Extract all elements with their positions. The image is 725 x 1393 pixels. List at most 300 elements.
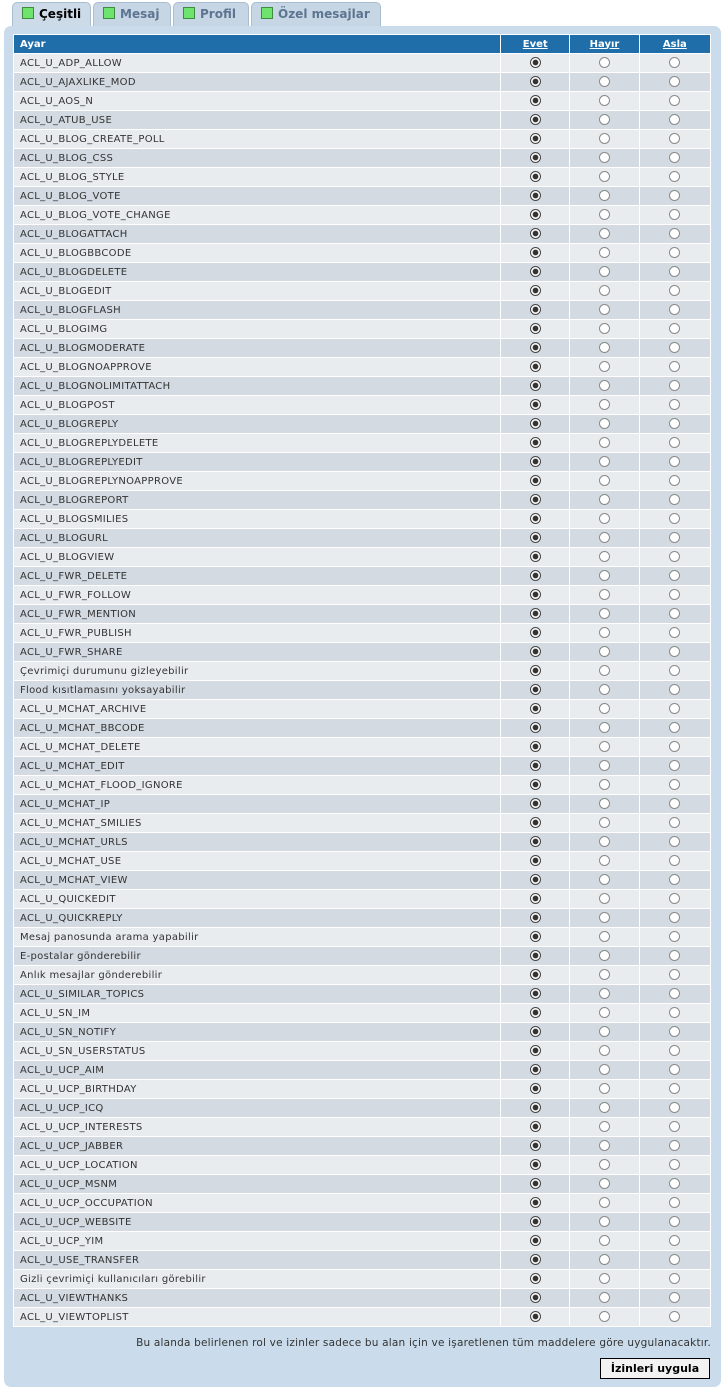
- radio-no[interactable]: [599, 1292, 610, 1303]
- table-row: [14, 966, 710, 984]
- radio-never[interactable]: [669, 665, 680, 676]
- radio-no[interactable]: [599, 1254, 610, 1265]
- radio-cell-never: [640, 396, 710, 414]
- radio-yes[interactable]: [530, 722, 541, 733]
- radio-never[interactable]: [669, 95, 680, 106]
- radio-yes[interactable]: [530, 247, 541, 258]
- radio-no[interactable]: [599, 950, 610, 961]
- radio-cell-yes: [501, 168, 569, 186]
- radio-yes[interactable]: [530, 1045, 541, 1056]
- radio-cell-never: [640, 339, 710, 357]
- radio-never[interactable]: [669, 133, 680, 144]
- table-row: [14, 1080, 710, 1098]
- radio-never[interactable]: [669, 608, 680, 619]
- table-row: [14, 1213, 710, 1231]
- radio-no[interactable]: [599, 475, 610, 486]
- radio-yes[interactable]: [530, 1083, 541, 1094]
- radio-cell-never: [640, 624, 710, 642]
- radio-cell-never: [640, 1118, 710, 1136]
- permission-name: ACL_U_UCP_ICQ: [14, 1099, 500, 1117]
- radio-never[interactable]: [669, 969, 680, 980]
- radio-yes[interactable]: [530, 171, 541, 182]
- radio-cell-no: [570, 339, 638, 357]
- radio-never[interactable]: [669, 1311, 680, 1322]
- radio-never[interactable]: [669, 1235, 680, 1246]
- radio-yes[interactable]: [530, 456, 541, 467]
- radio-no[interactable]: [599, 114, 610, 125]
- radio-yes[interactable]: [530, 627, 541, 638]
- radio-no[interactable]: [599, 912, 610, 923]
- radio-cell-no: [570, 1289, 638, 1307]
- radio-never[interactable]: [669, 627, 680, 638]
- radio-yes[interactable]: [530, 1216, 541, 1227]
- radio-never[interactable]: [669, 779, 680, 790]
- radio-yes[interactable]: [530, 399, 541, 410]
- radio-never[interactable]: [669, 1292, 680, 1303]
- radio-no[interactable]: [599, 1102, 610, 1113]
- radio-no[interactable]: [599, 228, 610, 239]
- radio-yes[interactable]: [530, 1026, 541, 1037]
- radio-yes[interactable]: [530, 874, 541, 885]
- radio-never[interactable]: [669, 1216, 680, 1227]
- radio-cell-never: [640, 1023, 710, 1041]
- table-row: [14, 491, 710, 509]
- radio-never[interactable]: [669, 1197, 680, 1208]
- radio-yes[interactable]: [530, 893, 541, 904]
- table-row: [14, 890, 710, 908]
- radio-never[interactable]: [669, 57, 680, 68]
- radio-no[interactable]: [599, 893, 610, 904]
- radio-yes[interactable]: [530, 437, 541, 448]
- radio-yes[interactable]: [530, 760, 541, 771]
- radio-never[interactable]: [669, 1102, 680, 1113]
- radio-cell-never: [640, 852, 710, 870]
- permission-name: ACL_U_BLOGREPLYNOAPPROVE: [14, 472, 500, 490]
- radio-cell-never: [640, 586, 710, 604]
- column-header-no[interactable]: Hayır: [570, 35, 638, 53]
- permission-name: ACL_U_MCHAT_VIEW: [14, 871, 500, 889]
- radio-never[interactable]: [669, 513, 680, 524]
- table-row: [14, 833, 710, 851]
- radio-yes[interactable]: [530, 475, 541, 486]
- radio-no[interactable]: [599, 551, 610, 562]
- radio-no[interactable]: [599, 608, 610, 619]
- radio-yes[interactable]: [530, 304, 541, 315]
- radio-cell-never: [640, 1042, 710, 1060]
- radio-never[interactable]: [669, 722, 680, 733]
- permission-name: E-postalar gönderebilir: [14, 947, 500, 965]
- radio-cell-yes: [501, 1099, 569, 1117]
- radio-cell-yes: [501, 719, 569, 737]
- radio-cell-no: [570, 282, 638, 300]
- radio-no[interactable]: [599, 722, 610, 733]
- radio-never[interactable]: [669, 988, 680, 999]
- radio-cell-yes: [501, 643, 569, 661]
- radio-never[interactable]: [669, 1254, 680, 1265]
- radio-cell-no: [570, 833, 638, 851]
- radio-yes[interactable]: [530, 95, 541, 106]
- radio-never[interactable]: [669, 494, 680, 505]
- radio-no[interactable]: [599, 570, 610, 581]
- radio-no[interactable]: [599, 836, 610, 847]
- permission-name: ACL_U_BLOGMODERATE: [14, 339, 500, 357]
- radio-yes[interactable]: [530, 684, 541, 695]
- radio-no[interactable]: [599, 380, 610, 391]
- radio-cell-no: [570, 814, 638, 832]
- radio-yes[interactable]: [530, 323, 541, 334]
- radio-cell-never: [640, 1289, 710, 1307]
- radio-yes[interactable]: [530, 57, 541, 68]
- permission-name: Flood kısıtlamasını yoksayabilir: [14, 681, 500, 699]
- radio-never[interactable]: [669, 570, 680, 581]
- radio-yes[interactable]: [530, 1121, 541, 1132]
- radio-never[interactable]: [669, 323, 680, 334]
- radio-no[interactable]: [599, 988, 610, 999]
- radio-never[interactable]: [669, 171, 680, 182]
- radio-no[interactable]: [599, 1140, 610, 1151]
- permission-name: ACL_U_BLOGIMG: [14, 320, 500, 338]
- radio-never[interactable]: [669, 760, 680, 771]
- radio-cell-no: [570, 985, 638, 1003]
- radio-no[interactable]: [599, 1159, 610, 1170]
- radio-no[interactable]: [599, 798, 610, 809]
- radio-never[interactable]: [669, 399, 680, 410]
- radio-never[interactable]: [669, 532, 680, 543]
- table-row: [14, 453, 710, 471]
- radio-yes[interactable]: [530, 1064, 541, 1075]
- radio-cell-yes: [501, 92, 569, 110]
- tab-ozel-mesajlar[interactable]: Özel mesajlar: [251, 2, 381, 26]
- radio-never[interactable]: [669, 741, 680, 752]
- radio-yes[interactable]: [530, 1102, 541, 1113]
- permission-name: ACL_U_BLOGREPLY: [14, 415, 500, 433]
- radio-never[interactable]: [669, 589, 680, 600]
- radio-no[interactable]: [599, 190, 610, 201]
- radio-never[interactable]: [669, 912, 680, 923]
- permission-name: ACL_U_BLOG_VOTE_CHANGE: [14, 206, 500, 224]
- table-row: [14, 681, 710, 699]
- radio-no[interactable]: [599, 969, 610, 980]
- radio-never[interactable]: [669, 1007, 680, 1018]
- permission-name: ACL_U_MCHAT_ARCHIVE: [14, 700, 500, 718]
- radio-cell-yes: [501, 225, 569, 243]
- radio-no[interactable]: [599, 760, 610, 771]
- radio-yes[interactable]: [530, 133, 541, 144]
- table-row: [14, 852, 710, 870]
- radio-no[interactable]: [599, 741, 610, 752]
- radio-cell-no: [570, 586, 638, 604]
- tab-cesitli[interactable]: Çeşitli: [12, 2, 91, 28]
- radio-never[interactable]: [669, 1178, 680, 1189]
- radio-never[interactable]: [669, 798, 680, 809]
- radio-no[interactable]: [599, 209, 610, 220]
- radio-no[interactable]: [599, 703, 610, 714]
- radio-yes[interactable]: [530, 608, 541, 619]
- radio-cell-yes: [501, 738, 569, 756]
- radio-yes[interactable]: [530, 494, 541, 505]
- radio-never[interactable]: [669, 1121, 680, 1132]
- radio-cell-no: [570, 567, 638, 585]
- radio-never[interactable]: [669, 1045, 680, 1056]
- radio-yes[interactable]: [530, 1178, 541, 1189]
- table-row: [14, 263, 710, 281]
- radio-yes[interactable]: [530, 855, 541, 866]
- radio-never[interactable]: [669, 684, 680, 695]
- radio-never[interactable]: [669, 380, 680, 391]
- radio-cell-no: [570, 1004, 638, 1022]
- radio-yes[interactable]: [530, 152, 541, 163]
- radio-yes[interactable]: [530, 741, 541, 752]
- radio-no[interactable]: [599, 171, 610, 182]
- radio-never[interactable]: [669, 418, 680, 429]
- table-row: [14, 472, 710, 490]
- permission-name: ACL_U_FWR_DELETE: [14, 567, 500, 585]
- permission-name: ACL_U_MCHAT_EDIT: [14, 757, 500, 775]
- tab-mesaj[interactable]: Mesaj: [93, 2, 171, 26]
- radio-no[interactable]: [599, 304, 610, 315]
- radio-yes[interactable]: [530, 266, 541, 277]
- radio-yes[interactable]: [530, 1292, 541, 1303]
- table-row: [14, 92, 710, 110]
- radio-never[interactable]: [669, 950, 680, 961]
- permission-name: ACL_U_UCP_INTERESTS: [14, 1118, 500, 1136]
- radio-yes[interactable]: [530, 665, 541, 676]
- radio-cell-never: [640, 1156, 710, 1174]
- radio-yes[interactable]: [530, 1197, 541, 1208]
- radio-cell-never: [640, 890, 710, 908]
- radio-never[interactable]: [669, 874, 680, 885]
- radio-never[interactable]: [669, 817, 680, 828]
- radio-no[interactable]: [599, 532, 610, 543]
- radio-yes[interactable]: [530, 1159, 541, 1170]
- radio-no[interactable]: [599, 342, 610, 353]
- radio-no[interactable]: [599, 437, 610, 448]
- radio-cell-no: [570, 358, 638, 376]
- table-header-row: [14, 35, 710, 53]
- permission-name: ACL_U_BLOGURL: [14, 529, 500, 547]
- radio-no[interactable]: [599, 513, 610, 524]
- radio-no[interactable]: [599, 361, 610, 372]
- apply-permissions-button[interactable]: İzinleri uygula: [600, 1358, 710, 1379]
- permission-name: ACL_U_MCHAT_DELETE: [14, 738, 500, 756]
- radio-no[interactable]: [599, 1311, 610, 1322]
- radio-yes[interactable]: [530, 209, 541, 220]
- radio-never[interactable]: [669, 1026, 680, 1037]
- radio-never[interactable]: [669, 228, 680, 239]
- radio-no[interactable]: [599, 1045, 610, 1056]
- radio-no[interactable]: [599, 152, 610, 163]
- radio-cell-no: [570, 1042, 638, 1060]
- permission-name: ACL_U_VIEWTOPLIST: [14, 1308, 500, 1326]
- radio-no[interactable]: [599, 399, 610, 410]
- radio-cell-no: [570, 1099, 638, 1117]
- radio-cell-never: [640, 928, 710, 946]
- radio-yes[interactable]: [530, 228, 541, 239]
- radio-cell-no: [570, 643, 638, 661]
- column-header-never[interactable]: Asla: [640, 35, 710, 53]
- radio-no[interactable]: [599, 931, 610, 942]
- radio-yes[interactable]: [530, 798, 541, 809]
- radio-yes[interactable]: [530, 703, 541, 714]
- radio-never[interactable]: [669, 1140, 680, 1151]
- radio-yes[interactable]: [530, 912, 541, 923]
- radio-cell-never: [640, 491, 710, 509]
- radio-no[interactable]: [599, 76, 610, 87]
- radio-never[interactable]: [669, 855, 680, 866]
- radio-never[interactable]: [669, 1083, 680, 1094]
- radio-no[interactable]: [599, 665, 610, 676]
- radio-never[interactable]: [669, 114, 680, 125]
- radio-never[interactable]: [669, 1064, 680, 1075]
- table-row: [14, 776, 710, 794]
- radio-never[interactable]: [669, 1159, 680, 1170]
- radio-no[interactable]: [599, 1273, 610, 1284]
- radio-never[interactable]: [669, 1273, 680, 1284]
- radio-yes[interactable]: [530, 1311, 541, 1322]
- radio-yes[interactable]: [530, 646, 541, 657]
- radio-cell-yes: [501, 396, 569, 414]
- radio-yes[interactable]: [530, 1254, 541, 1265]
- radio-no[interactable]: [599, 589, 610, 600]
- radio-never[interactable]: [669, 475, 680, 486]
- permission-name: ACL_U_BLOGATTACH: [14, 225, 500, 243]
- radio-yes[interactable]: [530, 589, 541, 600]
- radio-never[interactable]: [669, 551, 680, 562]
- radio-yes[interactable]: [530, 114, 541, 125]
- radio-never[interactable]: [669, 456, 680, 467]
- radio-yes[interactable]: [530, 969, 541, 980]
- table-row: [14, 1137, 710, 1155]
- radio-no[interactable]: [599, 684, 610, 695]
- radio-never[interactable]: [669, 247, 680, 258]
- radio-no[interactable]: [599, 266, 610, 277]
- radio-never[interactable]: [669, 266, 680, 277]
- table-row: [14, 1156, 710, 1174]
- radio-yes[interactable]: [530, 1273, 541, 1284]
- tab-status-icon: [183, 7, 195, 19]
- radio-cell-no: [570, 852, 638, 870]
- radio-never[interactable]: [669, 285, 680, 296]
- tab-profil[interactable]: Profil: [173, 2, 249, 26]
- radio-no[interactable]: [599, 57, 610, 68]
- table-row: [14, 1232, 710, 1250]
- radio-cell-no: [570, 947, 638, 965]
- radio-no[interactable]: [599, 1178, 610, 1189]
- permission-name: ACL_U_BLOGREPLYEDIT: [14, 453, 500, 471]
- radio-cell-yes: [501, 206, 569, 224]
- radio-yes[interactable]: [530, 950, 541, 961]
- radio-no[interactable]: [599, 1026, 610, 1037]
- radio-yes[interactable]: [530, 1235, 541, 1246]
- radio-cell-yes: [501, 662, 569, 680]
- permission-name: ACL_U_UCP_YIM: [14, 1232, 500, 1250]
- radio-no[interactable]: [599, 1235, 610, 1246]
- permission-name: ACL_U_SIMILAR_TOPICS: [14, 985, 500, 1003]
- radio-no[interactable]: [599, 323, 610, 334]
- radio-yes[interactable]: [530, 988, 541, 999]
- radio-yes[interactable]: [530, 513, 541, 524]
- radio-never[interactable]: [669, 152, 680, 163]
- radio-no[interactable]: [599, 95, 610, 106]
- radio-yes[interactable]: [530, 285, 541, 296]
- radio-no[interactable]: [599, 874, 610, 885]
- radio-no[interactable]: [599, 817, 610, 828]
- radio-no[interactable]: [599, 779, 610, 790]
- radio-yes[interactable]: [530, 1007, 541, 1018]
- radio-never[interactable]: [669, 931, 680, 942]
- radio-never[interactable]: [669, 304, 680, 315]
- radio-yes[interactable]: [530, 779, 541, 790]
- radio-no[interactable]: [599, 133, 610, 144]
- permission-name: ACL_U_BLOGPOST: [14, 396, 500, 414]
- radio-yes[interactable]: [530, 532, 541, 543]
- radio-cell-yes: [501, 320, 569, 338]
- radio-cell-yes: [501, 947, 569, 965]
- radio-never[interactable]: [669, 342, 680, 353]
- radio-no[interactable]: [599, 1197, 610, 1208]
- radio-no[interactable]: [599, 1083, 610, 1094]
- radio-no[interactable]: [599, 646, 610, 657]
- radio-yes[interactable]: [530, 836, 541, 847]
- radio-cell-never: [640, 1270, 710, 1288]
- radio-no[interactable]: [599, 456, 610, 467]
- permission-name: ACL_U_SN_USERSTATUS: [14, 1042, 500, 1060]
- radio-cell-never: [640, 947, 710, 965]
- permission-name: ACL_U_MCHAT_BBCODE: [14, 719, 500, 737]
- radio-never[interactable]: [669, 76, 680, 87]
- radio-never[interactable]: [669, 893, 680, 904]
- radio-yes[interactable]: [530, 76, 541, 87]
- radio-no[interactable]: [599, 1007, 610, 1018]
- radio-cell-never: [640, 510, 710, 528]
- radio-no[interactable]: [599, 285, 610, 296]
- radio-yes[interactable]: [530, 551, 541, 562]
- radio-yes[interactable]: [530, 931, 541, 942]
- radio-never[interactable]: [669, 703, 680, 714]
- radio-no[interactable]: [599, 1064, 610, 1075]
- table-row: [14, 700, 710, 718]
- radio-cell-never: [640, 1137, 710, 1155]
- radio-cell-no: [570, 1270, 638, 1288]
- radio-no[interactable]: [599, 1216, 610, 1227]
- radio-yes[interactable]: [530, 418, 541, 429]
- radio-cell-yes: [501, 510, 569, 528]
- radio-no[interactable]: [599, 627, 610, 638]
- radio-never[interactable]: [669, 361, 680, 372]
- radio-no[interactable]: [599, 855, 610, 866]
- permissions-table: [13, 34, 711, 1327]
- radio-cell-never: [640, 263, 710, 281]
- radio-yes[interactable]: [530, 1140, 541, 1151]
- radio-never[interactable]: [669, 646, 680, 657]
- radio-yes[interactable]: [530, 342, 541, 353]
- radio-never[interactable]: [669, 190, 680, 201]
- radio-yes[interactable]: [530, 190, 541, 201]
- radio-yes[interactable]: [530, 817, 541, 828]
- radio-never[interactable]: [669, 209, 680, 220]
- radio-yes[interactable]: [530, 361, 541, 372]
- radio-no[interactable]: [599, 247, 610, 258]
- radio-yes[interactable]: [530, 380, 541, 391]
- radio-never[interactable]: [669, 836, 680, 847]
- column-header-yes[interactable]: Evet: [501, 35, 569, 53]
- radio-never[interactable]: [669, 437, 680, 448]
- radio-yes[interactable]: [530, 570, 541, 581]
- table-row: [14, 586, 710, 604]
- radio-no[interactable]: [599, 494, 610, 505]
- radio-no[interactable]: [599, 418, 610, 429]
- radio-no[interactable]: [599, 1121, 610, 1132]
